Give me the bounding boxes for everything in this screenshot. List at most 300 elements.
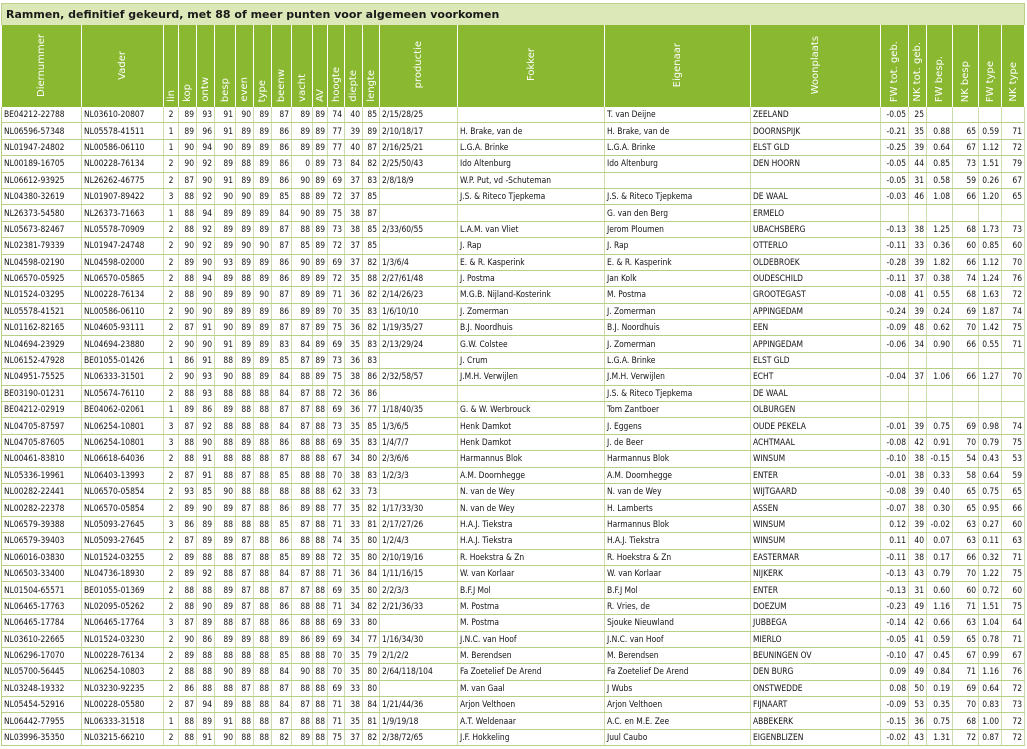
table-cell: 92 xyxy=(197,156,215,172)
table-cell: ENTER xyxy=(751,467,881,483)
table-cell: 41 xyxy=(909,287,927,303)
table-cell: EIGENBLIZEN xyxy=(751,729,881,745)
table-cell: 85 xyxy=(292,238,313,254)
table-row xyxy=(2,549,1025,565)
table-cell: 80 xyxy=(363,615,380,631)
table-cell: L.G.A. Brinke xyxy=(605,352,751,368)
table-cell: 1.42 xyxy=(979,320,1002,336)
table-cell: 1.12 xyxy=(979,254,1002,270)
table-cell: BE04212-22788 xyxy=(2,107,82,123)
table-cell: 1/6/10/10 xyxy=(380,303,458,319)
table-cell: 87 xyxy=(236,680,254,696)
table-cell: EEN xyxy=(751,320,881,336)
table-cell: 75 xyxy=(1002,598,1025,614)
table-cell xyxy=(881,352,909,368)
table-cell: 0.60 xyxy=(927,582,953,598)
table-cell: EASTERMAR xyxy=(751,549,881,565)
column-header xyxy=(458,25,605,107)
table-cell: 2/33/60/55 xyxy=(380,221,458,237)
table-cell: J.M.H. Verwijlen xyxy=(605,369,751,385)
table-cell xyxy=(881,205,909,221)
table-cell xyxy=(380,483,458,499)
table-cell: 85 xyxy=(197,483,215,499)
table-cell: 66 xyxy=(953,369,979,385)
table-cell: J.N.C. van Hoof xyxy=(458,631,605,647)
table-cell: 89 xyxy=(236,664,254,680)
table-cell: OLDEBROEK xyxy=(751,254,881,270)
table-cell: 36 xyxy=(345,352,363,368)
table-cell: J. Rap xyxy=(605,238,751,254)
table-cell: 0.64 xyxy=(979,467,1002,483)
table-cell xyxy=(953,402,979,418)
table-cell: 88 xyxy=(292,533,313,549)
table-cell: J. Eggens xyxy=(605,418,751,434)
table-cell: NL00228-76134 xyxy=(82,287,164,303)
table-cell: 83 xyxy=(363,303,380,319)
table-cell: J.S. & Riteco Tjepkema xyxy=(458,188,605,204)
table-cell: 35 xyxy=(345,418,363,434)
table-cell: 88 xyxy=(254,664,272,680)
table-cell: 69 xyxy=(328,631,345,647)
table-cell xyxy=(979,402,1002,418)
table-cell: 1.27 xyxy=(979,369,1002,385)
table-cell: 84 xyxy=(272,418,292,434)
table-cell: N. van de Wey xyxy=(458,483,605,499)
table-cell: 49 xyxy=(909,664,927,680)
table-cell: 1.16 xyxy=(979,664,1002,680)
table-cell: -0.13 xyxy=(881,221,909,237)
table-cell: 47 xyxy=(909,647,927,663)
table-cell: 1/4/7/7 xyxy=(380,434,458,450)
table-cell: 69 xyxy=(328,680,345,696)
table-cell: 0.79 xyxy=(927,565,953,581)
table-cell: W. van Korlaar xyxy=(605,565,751,581)
table-cell: 88 xyxy=(236,451,254,467)
table-cell: 2 xyxy=(164,631,179,647)
table-cell: 2 xyxy=(164,664,179,680)
table-row xyxy=(2,385,1025,401)
table-cell: J Wubs xyxy=(605,680,751,696)
table-cell: 1.04 xyxy=(979,615,1002,631)
table-cell: 89 xyxy=(236,631,254,647)
table-row xyxy=(2,582,1025,598)
table-cell xyxy=(927,352,953,368)
table-cell: 0.09 xyxy=(881,664,909,680)
table-cell: 80 xyxy=(363,549,380,565)
table-cell: WINSUM xyxy=(751,533,881,549)
table-cell: 37 xyxy=(909,270,927,286)
table-cell: NIJKERK xyxy=(751,565,881,581)
table-cell: 1 xyxy=(164,205,179,221)
table-cell: 93 xyxy=(215,254,236,270)
table-cell: 88 xyxy=(254,680,272,696)
table-cell: 1/16/34/30 xyxy=(380,631,458,647)
table-cell: 82 xyxy=(363,729,380,745)
column-header-label: AV xyxy=(314,88,326,102)
table-cell: 89 xyxy=(215,156,236,172)
table-cell: 90 xyxy=(254,238,272,254)
table-cell: Harmannus Blok xyxy=(458,451,605,467)
table-cell xyxy=(953,205,979,221)
table-cell: 71 xyxy=(1002,123,1025,139)
table-cell: ZEELAND xyxy=(751,107,881,123)
table-cell: 60 xyxy=(953,582,979,598)
table-cell: 70 xyxy=(328,664,345,680)
table-cell: 0.59 xyxy=(979,123,1002,139)
table-row xyxy=(2,205,1025,221)
table-cell: 87 xyxy=(179,172,197,188)
table-cell: 75 xyxy=(328,729,345,745)
table-cell: 39 xyxy=(909,516,927,532)
table-cell: 3 xyxy=(164,434,179,450)
table-row xyxy=(2,172,1025,188)
table-cell: GROOTEGAST xyxy=(751,287,881,303)
table-cell: 88 xyxy=(179,729,197,745)
table-cell: 0.55 xyxy=(979,336,1002,352)
table-cell: 89 xyxy=(215,270,236,286)
table-cell: 77 xyxy=(363,631,380,647)
table-cell: 1 xyxy=(164,352,179,368)
table-cell: 88 xyxy=(313,680,328,696)
table-cell: 71 xyxy=(328,598,345,614)
table-cell: 1.08 xyxy=(927,188,953,204)
table-cell: 92 xyxy=(197,188,215,204)
table-cell: 38 xyxy=(345,205,363,221)
table-cell: 87 xyxy=(236,615,254,631)
table-cell: DEN HOORN xyxy=(751,156,881,172)
table-cell: 36 xyxy=(345,565,363,581)
table-cell: ENTER xyxy=(751,582,881,598)
table-cell: 2/2/3/3 xyxy=(380,582,458,598)
table-row xyxy=(2,713,1025,729)
table-cell xyxy=(1002,205,1025,221)
table-cell: 42 xyxy=(909,434,927,450)
table-cell: 58 xyxy=(953,467,979,483)
table-cell: 2/16/25/21 xyxy=(380,139,458,155)
table-cell: 86 xyxy=(363,385,380,401)
table-cell: 89 xyxy=(215,402,236,418)
table-cell: 72 xyxy=(328,188,345,204)
table-cell: NL01504-65571 xyxy=(2,582,82,598)
table-cell: R. Vries, de xyxy=(605,598,751,614)
table-cell: 90 xyxy=(215,729,236,745)
table-cell: H. Lamberts xyxy=(605,500,751,516)
table-cell: 44 xyxy=(909,156,927,172)
table-cell: 91 xyxy=(215,713,236,729)
column-header-label: diepte xyxy=(348,70,359,102)
table-cell: 72 xyxy=(328,385,345,401)
table-cell: 92 xyxy=(197,238,215,254)
table-cell: 86 xyxy=(197,402,215,418)
table-cell: 87 xyxy=(363,205,380,221)
table-cell: 87 xyxy=(292,697,313,713)
table-cell: 88 xyxy=(254,713,272,729)
table-cell: 88 xyxy=(179,434,197,450)
table-cell: 88 xyxy=(313,434,328,450)
table-cell: 68 xyxy=(953,713,979,729)
table-cell: 77 xyxy=(328,139,345,155)
table-cell: -0.08 xyxy=(881,434,909,450)
table-cell: 94 xyxy=(197,270,215,286)
table-cell: G. & W. Werbrouck xyxy=(458,402,605,418)
table-cell: APPINGEDAM xyxy=(751,336,881,352)
table-cell: 88 xyxy=(313,598,328,614)
table-cell: 92 xyxy=(197,418,215,434)
table-cell: NL06570-05854 xyxy=(82,483,164,499)
table-cell: 0.83 xyxy=(979,697,1002,713)
table-cell: 89 xyxy=(254,352,272,368)
table-cell: M. Postma xyxy=(605,287,751,303)
table-cell: 2 xyxy=(164,451,179,467)
table-cell: 66 xyxy=(953,188,979,204)
table-cell: 74 xyxy=(953,270,979,286)
table-cell: 72 xyxy=(1002,729,1025,745)
table-row xyxy=(2,434,1025,450)
table-cell: 88 xyxy=(313,418,328,434)
table-cell: 1/21/44/36 xyxy=(380,697,458,713)
table-cell: JUBBEGA xyxy=(751,615,881,631)
table-cell: 88 xyxy=(179,664,197,680)
table-cell: 88 xyxy=(254,483,272,499)
table-cell: 1.87 xyxy=(979,303,1002,319)
table-cell xyxy=(881,402,909,418)
table-cell: 82 xyxy=(363,598,380,614)
column-header-label: beenw xyxy=(276,68,287,102)
table-cell: 83 xyxy=(363,172,380,188)
table-cell: 88 xyxy=(215,516,236,532)
table-cell xyxy=(927,402,953,418)
table-cell: 87 xyxy=(292,320,313,336)
table-cell: 2/25/50/43 xyxy=(380,156,458,172)
table-cell: 79 xyxy=(363,647,380,663)
table-cell: 59 xyxy=(1002,467,1025,483)
table-cell: 81 xyxy=(363,713,380,729)
table-cell: 35 xyxy=(345,582,363,598)
table-cell: -0.06 xyxy=(881,336,909,352)
table-cell: NL04598-02000 xyxy=(82,254,164,270)
table-cell: 0.78 xyxy=(979,631,1002,647)
table-cell: 0.88 xyxy=(927,123,953,139)
table-cell: 2 xyxy=(164,729,179,745)
table-cell: NL03610-22665 xyxy=(2,631,82,647)
table-cell: 89 xyxy=(215,631,236,647)
table-cell: 65 xyxy=(953,483,979,499)
table-cell: 85 xyxy=(272,467,292,483)
table-cell: NL02381-79339 xyxy=(2,238,82,254)
table-row xyxy=(2,615,1025,631)
table-cell: J.M.H. Verwijlen xyxy=(458,369,605,385)
table-cell: 88 xyxy=(313,729,328,745)
table-cell: 1 xyxy=(164,713,179,729)
column-header-label: besp xyxy=(219,77,231,102)
table-cell: 0.26 xyxy=(979,172,1002,188)
table-cell: 89 xyxy=(236,205,254,221)
table-cell: 85 xyxy=(363,238,380,254)
table-cell: -0.03 xyxy=(881,188,909,204)
table-cell: NL01947-24802 xyxy=(2,139,82,155)
table-cell: 87 xyxy=(179,533,197,549)
table-cell: NL06465-17763 xyxy=(2,598,82,614)
table-cell: 88 xyxy=(254,467,272,483)
table-cell: 89 xyxy=(313,287,328,303)
table-cell: A.C. en M.E. Zee xyxy=(605,713,751,729)
table-cell: 90 xyxy=(236,188,254,204)
table-cell: NL06596-57348 xyxy=(2,123,82,139)
table-cell: 89 xyxy=(313,221,328,237)
table-cell: 0.85 xyxy=(927,156,953,172)
table-cell: 89 xyxy=(292,139,313,155)
column-header-label: Eigenaar xyxy=(672,42,683,88)
table-cell: 94 xyxy=(197,205,215,221)
table-cell xyxy=(380,385,458,401)
table-cell: 75 xyxy=(328,320,345,336)
table-cell: 89 xyxy=(313,205,328,221)
table-cell: 89 xyxy=(215,205,236,221)
table-cell: 88 xyxy=(215,647,236,663)
table-cell: 74 xyxy=(328,533,345,549)
table-cell: 36 xyxy=(345,402,363,418)
table-row xyxy=(2,139,1025,155)
table-cell: 3 xyxy=(164,615,179,631)
table-cell: 71 xyxy=(328,516,345,532)
table-cell: 86 xyxy=(197,631,215,647)
table-cell: 53 xyxy=(909,697,927,713)
table-cell: 72 xyxy=(1002,680,1025,696)
table-cell: 84 xyxy=(292,336,313,352)
table-cell: 1.16 xyxy=(927,598,953,614)
table-cell: -0.28 xyxy=(881,254,909,270)
table-cell: 69 xyxy=(328,615,345,631)
table-cell: NL26262-46775 xyxy=(82,172,164,188)
table-cell: -0.11 xyxy=(881,270,909,286)
table-cell: 90 xyxy=(215,483,236,499)
table-cell: 2 xyxy=(164,582,179,598)
table-cell xyxy=(380,188,458,204)
table-cell: NL06442-77955 xyxy=(2,713,82,729)
table-cell: 70 xyxy=(1002,369,1025,385)
table-cell: 87 xyxy=(292,402,313,418)
table-cell: 88 xyxy=(179,451,197,467)
table-cell: 37 xyxy=(345,254,363,270)
table-cell: 73 xyxy=(1002,697,1025,713)
table-cell: 2/10/18/17 xyxy=(380,123,458,139)
table-cell: 89 xyxy=(254,254,272,270)
table-cell: NL05578-41511 xyxy=(82,123,164,139)
table-cell: NL04736-18930 xyxy=(82,565,164,581)
table-cell: M. Postma xyxy=(458,598,605,614)
column-header xyxy=(164,25,179,107)
table-cell xyxy=(909,352,927,368)
table-cell: NL05093-27645 xyxy=(82,516,164,532)
table-cell: 88 xyxy=(313,451,328,467)
table-cell: NL06579-39403 xyxy=(2,533,82,549)
table-cell: 1.00 xyxy=(979,713,1002,729)
table-cell: 71 xyxy=(953,598,979,614)
table-cell: 0.30 xyxy=(927,500,953,516)
column-header-label: FW type xyxy=(984,60,996,102)
table-row xyxy=(2,107,1025,123)
table-cell: 89 xyxy=(236,287,254,303)
table-cell xyxy=(458,385,605,401)
table-row xyxy=(2,680,1025,696)
table-cell: 0.98 xyxy=(979,418,1002,434)
table-cell: 88 xyxy=(292,221,313,237)
table-cell: NL06152-47928 xyxy=(2,352,82,368)
table-cell: BEUNINGEN OV xyxy=(751,647,881,663)
table-cell: -0.13 xyxy=(881,582,909,598)
table-cell: 66 xyxy=(953,336,979,352)
table-cell: 88 xyxy=(292,713,313,729)
table-cell: 0.11 xyxy=(979,533,1002,549)
table-cell: 89 xyxy=(313,303,328,319)
header-row xyxy=(2,25,1025,107)
column-header-label: lengte xyxy=(365,70,377,102)
table-cell: 87 xyxy=(272,680,292,696)
table-cell xyxy=(909,385,927,401)
table-cell: 35 xyxy=(345,647,363,663)
table-cell: 2/3/6/6 xyxy=(380,451,458,467)
table-cell: 86 xyxy=(272,254,292,270)
table-cell: 88 xyxy=(313,615,328,631)
table-cell: 90 xyxy=(292,254,313,270)
table-cell: 35 xyxy=(345,549,363,565)
table-cell: 70 xyxy=(953,434,979,450)
table-cell: 88 xyxy=(236,697,254,713)
table-cell: NL03996-35350 xyxy=(2,729,82,745)
table-cell: 86 xyxy=(272,434,292,450)
table-cell: 73 xyxy=(1002,221,1025,237)
table-cell: 88 xyxy=(215,549,236,565)
table-cell: 35 xyxy=(909,123,927,139)
table-cell: 88 xyxy=(197,680,215,696)
table-cell xyxy=(953,385,979,401)
table-cell: 86 xyxy=(179,516,197,532)
table-row xyxy=(2,631,1025,647)
table-cell: NL04705-87597 xyxy=(2,418,82,434)
table-cell: 2 xyxy=(164,565,179,581)
column-header-label: kop xyxy=(182,84,193,102)
table-cell: 33 xyxy=(345,615,363,631)
table-row xyxy=(2,336,1025,352)
table-cell: 70 xyxy=(328,467,345,483)
table-cell: 80 xyxy=(363,451,380,467)
table-cell: 73 xyxy=(328,352,345,368)
table-cell: 84 xyxy=(363,565,380,581)
table-cell: J.F. Hokkeling xyxy=(458,729,605,745)
table-cell: 40 xyxy=(345,107,363,123)
column-header-label: Diernummer xyxy=(35,33,47,97)
table-cell: 76 xyxy=(1002,664,1025,680)
table-cell: 89 xyxy=(215,533,236,549)
table-cell: 82 xyxy=(272,729,292,745)
table-cell: 89 xyxy=(179,123,197,139)
table-cell: 88 xyxy=(313,402,328,418)
table-cell: 63 xyxy=(1002,533,1025,549)
table-cell xyxy=(380,352,458,368)
table-cell: WINSUM xyxy=(751,451,881,467)
table-cell: 88 xyxy=(313,697,328,713)
table-cell: 89 xyxy=(254,172,272,188)
table-cell: 75 xyxy=(1002,565,1025,581)
table-cell: 36 xyxy=(909,713,927,729)
table-cell: 89 xyxy=(197,516,215,532)
table-cell: 87 xyxy=(292,418,313,434)
table-cell: -0.02 xyxy=(881,729,909,745)
table-cell: J.S. & Riteco Tjepkema xyxy=(605,385,751,401)
table-row xyxy=(2,369,1025,385)
table-cell: 0.58 xyxy=(927,172,953,188)
table-cell: 91 xyxy=(197,320,215,336)
